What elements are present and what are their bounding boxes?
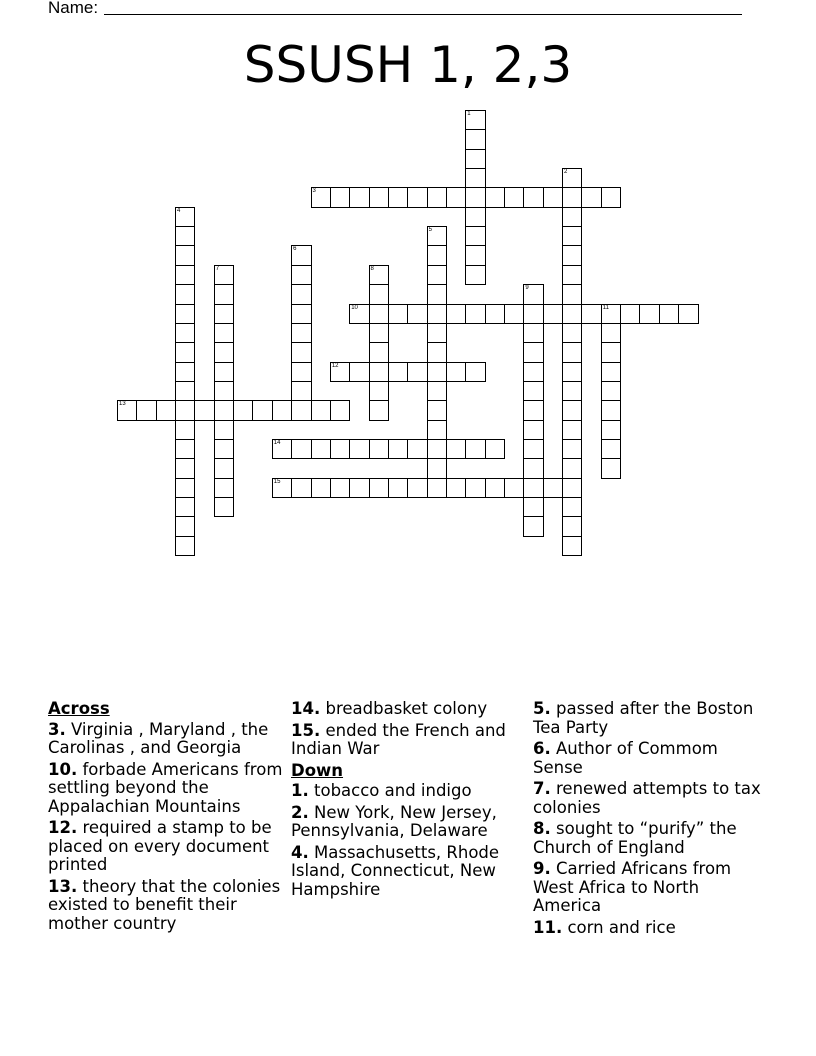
crossword-cell[interactable]	[349, 362, 369, 382]
crossword-cell[interactable]	[291, 400, 311, 420]
crossword-cell[interactable]	[562, 342, 582, 362]
crossword-cell[interactable]	[485, 187, 505, 207]
crossword-cell[interactable]	[562, 381, 582, 401]
clue-number: 8	[370, 265, 374, 272]
crossword-cell[interactable]	[272, 439, 292, 459]
crossword-cell[interactable]	[369, 439, 389, 459]
clue-across-10: 10. forbade Americans from settling beyond the Appalachian Mountains	[48, 759, 283, 816]
crossword-cell[interactable]	[291, 478, 311, 498]
crossword-cell[interactable]	[407, 187, 427, 207]
crossword-cell[interactable]	[562, 497, 582, 517]
crossword-cell[interactable]	[291, 439, 311, 459]
crossword-cell[interactable]	[639, 304, 659, 324]
clue-number: 14	[273, 439, 281, 446]
crossword-cell[interactable]	[601, 323, 621, 343]
crossword-cell[interactable]	[330, 362, 350, 382]
crossword-cell[interactable]	[465, 129, 485, 149]
crossword-cell[interactable]	[427, 226, 447, 246]
crossword-cell[interactable]	[427, 458, 447, 478]
crossword-cell[interactable]	[349, 439, 369, 459]
crossword-cell[interactable]	[369, 400, 389, 420]
crossword-cell[interactable]	[175, 342, 195, 362]
crossword-cell[interactable]	[465, 304, 485, 324]
crossword-cell[interactable]	[562, 187, 582, 207]
crossword-cell[interactable]	[175, 400, 195, 420]
crossword-cell[interactable]	[330, 187, 350, 207]
crossword-cell[interactable]	[272, 400, 292, 420]
clue-down-1: 1. tobacco and indigo	[291, 781, 472, 800]
crossword-cell[interactable]	[330, 400, 350, 420]
clue-number: 12	[331, 362, 339, 369]
crossword-cell[interactable]	[562, 458, 582, 478]
crossword-cell[interactable]	[117, 400, 137, 420]
crossword-cell[interactable]	[291, 323, 311, 343]
crossword-cell[interactable]	[214, 439, 234, 459]
crossword-cell[interactable]	[523, 516, 543, 536]
name-label-text: Name:	[48, 0, 99, 17]
crossword-cell[interactable]	[465, 110, 485, 130]
crossword-cell[interactable]	[427, 342, 447, 362]
crossword-cell[interactable]	[427, 304, 447, 324]
crossword-cell[interactable]	[523, 478, 543, 498]
crossword-cell[interactable]	[523, 420, 543, 440]
crossword-cell[interactable]	[562, 265, 582, 285]
crossword-cell[interactable]	[175, 323, 195, 343]
crossword-cell[interactable]	[214, 362, 234, 382]
clue-number: 1	[467, 111, 471, 117]
crossword-cell[interactable]	[175, 245, 195, 265]
crossword-cell[interactable]	[369, 362, 389, 382]
crossword-cell[interactable]	[562, 400, 582, 420]
crossword-cell[interactable]	[465, 168, 485, 188]
crossword-cell[interactable]	[369, 265, 389, 285]
crossword-cell[interactable]	[349, 478, 369, 498]
crossword-cell[interactable]	[407, 439, 427, 459]
crossword-cell[interactable]	[465, 187, 485, 207]
clue-down-11: 11. corn and rice	[533, 917, 676, 937]
crossword-cell[interactable]	[581, 187, 601, 207]
crossword-cell[interactable]	[311, 400, 331, 420]
crossword-cell[interactable]	[233, 400, 253, 420]
clue-number: 10	[351, 304, 358, 311]
clue-number: 5	[428, 227, 432, 234]
clue-number: 2	[564, 169, 568, 176]
clue-number: 7	[215, 265, 220, 272]
crossword-cell[interactable]	[427, 245, 447, 265]
crossword-cell[interactable]	[465, 362, 485, 382]
crossword-cell[interactable]	[214, 304, 234, 324]
clue-across-15: 15. ended the French and Indian War	[291, 720, 506, 758]
crossword-cell[interactable]	[523, 284, 543, 304]
crossword-cell[interactable]	[562, 439, 582, 459]
crossword-cell[interactable]	[214, 284, 234, 304]
crossword-cell[interactable]	[601, 439, 621, 459]
crossword-cell[interactable]	[214, 458, 234, 478]
clue-across-14: 14. breadbasket colony	[291, 699, 488, 718]
crossword-cell[interactable]	[214, 497, 234, 517]
clue-down-8: 8. sought to “purify” the Church of England	[533, 819, 737, 857]
crossword-cell[interactable]	[446, 304, 466, 324]
crossword-cell[interactable]	[427, 265, 447, 285]
crossword-cell[interactable]	[369, 342, 389, 362]
crossword-cell[interactable]	[175, 207, 195, 227]
crossword-cell[interactable]	[388, 304, 408, 324]
crossword-cell[interactable]	[465, 439, 485, 459]
crossword-cell[interactable]	[523, 362, 543, 382]
crossword-cell[interactable]	[175, 516, 195, 536]
crossword-cell[interactable]	[427, 323, 447, 343]
crossword-cell[interactable]	[388, 478, 408, 498]
crossword-cell[interactable]	[562, 207, 582, 227]
crossword-cell[interactable]	[427, 362, 447, 382]
clue-down-5: 5. passed after the Boston Tea Party	[533, 699, 754, 737]
crossword-cell[interactable]	[214, 265, 234, 285]
crossword-cell[interactable]	[214, 381, 234, 401]
clue-across-13: 13. theory that the colonies existed to benefit their mother country	[48, 876, 281, 933]
crossword-cell[interactable]	[311, 187, 331, 207]
crossword-cell[interactable]	[175, 458, 195, 478]
clue-number: 15	[273, 478, 281, 485]
crossword-cell[interactable]	[427, 439, 447, 459]
crossword-cell[interactable]	[407, 304, 427, 324]
crossword-cell[interactable]	[523, 497, 543, 517]
crossword-cell[interactable]	[175, 265, 195, 285]
crossword-cell[interactable]	[523, 187, 543, 207]
clue-number: 9	[525, 285, 529, 292]
crossword-cell[interactable]	[601, 342, 621, 362]
crossword-cell[interactable]	[446, 478, 466, 498]
crossword-cell[interactable]	[562, 226, 582, 246]
crossword-cell[interactable]	[620, 304, 640, 324]
crossword-cell[interactable]	[175, 304, 195, 324]
crossword-cell[interactable]	[214, 420, 234, 440]
crossword-cell[interactable]	[369, 381, 389, 401]
crossword-cell[interactable]	[369, 478, 389, 498]
crossword-cell[interactable]	[388, 439, 408, 459]
crossword-cell[interactable]	[349, 187, 369, 207]
crossword-cell[interactable]	[465, 149, 485, 169]
clue-down-6: 6. Author of Commom Sense	[533, 739, 718, 777]
crossword-cell[interactable]	[465, 226, 485, 246]
crossword-cell[interactable]	[678, 304, 698, 324]
crossword-cell[interactable]	[485, 478, 505, 498]
clue-column-1	[48, 700, 284, 936]
crossword-cell[interactable]	[581, 304, 601, 324]
crossword-cell[interactable]	[465, 207, 485, 227]
crossword-cell[interactable]	[446, 439, 466, 459]
crossword-cell[interactable]	[562, 168, 582, 188]
crossword-cell[interactable]	[446, 362, 466, 382]
crossword-cell[interactable]	[562, 478, 582, 498]
crossword-cell[interactable]	[562, 420, 582, 440]
crossword-cell[interactable]	[272, 478, 292, 498]
crossword-cell[interactable]	[214, 478, 234, 498]
crossword-cell[interactable]	[175, 226, 195, 246]
crossword-cell[interactable]	[175, 497, 195, 517]
crossword-cell[interactable]	[330, 478, 350, 498]
crossword-cell[interactable]	[291, 265, 311, 285]
clue-across-12: 12. required a stamp to be placed on every document printed	[48, 818, 272, 874]
crossword-cell[interactable]	[349, 304, 369, 324]
crossword-cell[interactable]	[330, 439, 350, 459]
crossword-cell[interactable]	[504, 478, 524, 498]
crossword-cell[interactable]	[427, 400, 447, 420]
clue-number: 11	[602, 304, 609, 311]
clue-down-2: 2. New York, New Jersey, Pennsylvania, Delaware	[291, 802, 497, 840]
crossword-cell[interactable]	[175, 284, 195, 304]
clue-column-2	[291, 700, 523, 902]
clue-number: 4	[177, 207, 181, 214]
crossword-cell[interactable]	[291, 342, 311, 362]
crossword-cell[interactable]	[252, 400, 272, 420]
crossword-cell[interactable]	[562, 323, 582, 343]
across-heading: Across	[48, 699, 110, 718]
clue-down-9: 9. Carried Africans from West Africa to North America	[533, 859, 732, 915]
down-heading: Down	[291, 760, 344, 780]
crossword-cell[interactable]	[291, 284, 311, 304]
crossword-cell[interactable]	[369, 284, 389, 304]
crossword-cell[interactable]	[427, 478, 447, 498]
crossword-cell[interactable]	[369, 187, 389, 207]
clue-number: 6	[293, 246, 297, 253]
crossword-cell[interactable]	[214, 400, 234, 420]
crossword-cell[interactable]	[446, 187, 466, 207]
crossword-cell[interactable]	[601, 400, 621, 420]
crossword-cell[interactable]	[136, 400, 156, 420]
crossword-cell[interactable]	[427, 381, 447, 401]
crossword-cell[interactable]	[485, 304, 505, 324]
crossword-cell[interactable]	[523, 304, 543, 324]
crossword-cell[interactable]	[427, 187, 447, 207]
crossword-cell[interactable]	[175, 536, 195, 556]
crossword-cell[interactable]	[562, 284, 582, 304]
crossword-cell[interactable]	[311, 439, 331, 459]
crossword-cell[interactable]	[523, 439, 543, 459]
clue-column-3	[533, 700, 765, 940]
crossword-cell[interactable]	[194, 400, 214, 420]
crossword-cell[interactable]	[465, 245, 485, 265]
crossword-cell[interactable]	[562, 245, 582, 265]
crossword-cell[interactable]	[311, 478, 331, 498]
crossword-cell[interactable]	[388, 362, 408, 382]
crossword-cell[interactable]	[427, 284, 447, 304]
crossword-cell[interactable]	[465, 478, 485, 498]
crossword-cell[interactable]	[214, 342, 234, 362]
crossword-cell[interactable]	[407, 478, 427, 498]
crossword-cell[interactable]	[504, 304, 524, 324]
crossword-cell[interactable]	[601, 420, 621, 440]
crossword-cell[interactable]	[427, 420, 447, 440]
crossword-cell[interactable]	[214, 323, 234, 343]
crossword-cell[interactable]	[523, 323, 543, 343]
clue-across-3: 3. Virginia , Maryland , the Carolinas , and Georgia	[48, 719, 269, 757]
crossword-cell[interactable]	[291, 362, 311, 382]
crossword-cell[interactable]	[291, 245, 311, 265]
crossword-cell[interactable]	[562, 536, 582, 556]
crossword-cell[interactable]	[523, 381, 543, 401]
crossword-cell[interactable]	[601, 458, 621, 478]
crossword-cell[interactable]	[523, 458, 543, 478]
crossword-cell[interactable]	[601, 187, 621, 207]
crossword-cell[interactable]	[659, 304, 679, 324]
crossword-cell[interactable]	[504, 187, 524, 207]
crossword-cell[interactable]	[543, 187, 563, 207]
clue-number: 3	[312, 188, 316, 195]
crossword-cell[interactable]	[175, 362, 195, 382]
crossword-cell[interactable]	[175, 381, 195, 401]
crossword-cell[interactable]	[291, 304, 311, 324]
crossword-cell[interactable]	[523, 400, 543, 420]
crossword-cell[interactable]	[388, 187, 408, 207]
page-title: SSUSH 1, 2,3	[243, 36, 573, 94]
crossword-cell[interactable]	[175, 439, 195, 459]
crossword-cell[interactable]	[485, 439, 505, 459]
crossword-cell[interactable]	[369, 304, 389, 324]
clue-down-7: 7. renewed attempts to tax colonies	[533, 779, 761, 817]
crossword-cell[interactable]	[543, 478, 563, 498]
crossword-cell[interactable]	[407, 362, 427, 382]
crossword-cell[interactable]	[291, 381, 311, 401]
crossword-cell[interactable]	[175, 478, 195, 498]
crossword-cell[interactable]	[523, 342, 543, 362]
clue-down-4: 4. Massachusetts, Rhode Island, Connecticut, New Hampshire	[291, 842, 500, 899]
crossword-cell[interactable]	[156, 400, 176, 420]
crossword-cell[interactable]	[465, 265, 485, 285]
crossword-cell[interactable]	[562, 304, 582, 324]
crossword-cell[interactable]	[175, 420, 195, 440]
crossword-cell[interactable]	[543, 304, 563, 324]
crossword-cell[interactable]	[601, 381, 621, 401]
crossword-cell[interactable]	[601, 304, 621, 324]
crossword-cell[interactable]	[562, 516, 582, 536]
crossword-cell[interactable]	[369, 323, 389, 343]
crossword-cell[interactable]	[601, 362, 621, 382]
clue-number: 13	[119, 401, 126, 408]
crossword-cell[interactable]	[562, 362, 582, 382]
